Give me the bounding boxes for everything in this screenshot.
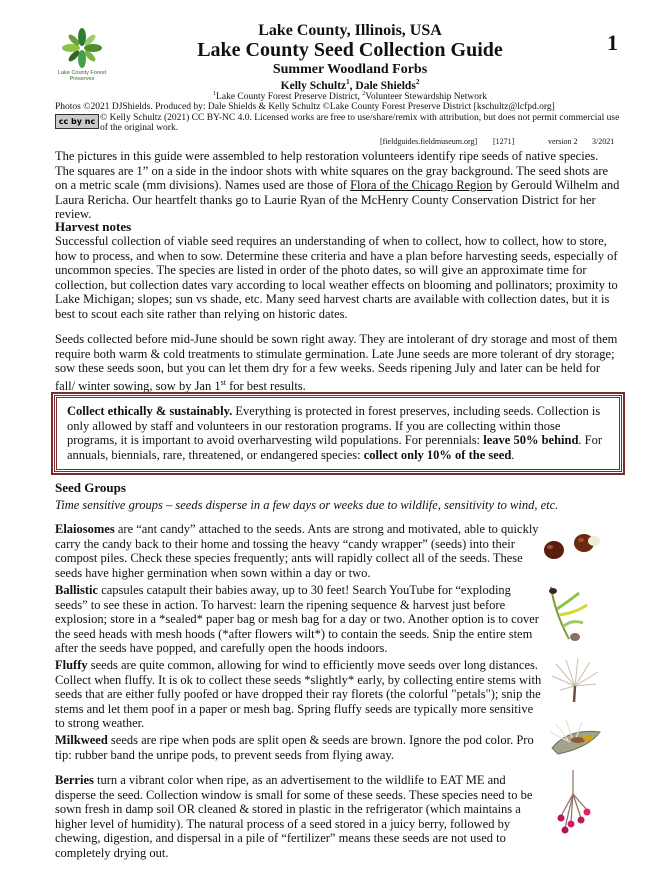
group-name: Elaiosomes [55, 522, 115, 536]
harvest-p2-text: Seeds collected before mid-June should be sown right away. They are intolerant of dry storage and most of them require both warm & cold treatments to stimulate germination. Late June seeds are more tolerant of dry storage; sow these seeds soon, but you can let them dry for a few weeks. Seeds ripening July and later can be held for fall/ winter sowing, sow by Jan 1 [55, 332, 618, 393]
group-ballistic [55, 583, 543, 656]
affil-2-sup: 2 [362, 91, 366, 97]
site-link[interactable]: [fieldguides.fieldmuseum.org] [380, 137, 478, 146]
version: version 2 [548, 137, 578, 146]
group-text: seeds are ripe when pods are split open & seeds are brown. Ignore the pod color. Pro tip: rubber band the unripe pods, to prevent seeds from flying away. [55, 733, 534, 762]
author-1-sup: 1 [346, 78, 350, 86]
group-milkweed [55, 733, 543, 762]
affil-2: Volunteer Stewardship Network [365, 92, 487, 103]
elaiosome-seeds-icon [540, 528, 606, 564]
author-2: , Dale Shields [349, 79, 416, 92]
affil-1-sup: 1 [213, 91, 217, 97]
ethics-text-3: . [511, 447, 515, 462]
authors [150, 78, 550, 92]
intro-text-2: by Gerould Wilhelm and Laura Rericha. Our heartfelt thanks go to Laurie Ryan of the McHenry County Conservation District for her review. [55, 178, 620, 222]
author-1: Kelly Schultz [280, 79, 347, 92]
photo-credits: Photos ©2021 DJShields. Produced by: Dale Shields & Kelly Schultz ©Lake County Forest Preserve District [kschultz@lcfpd.org] [55, 102, 555, 112]
ethics-lead: Collect ethically & sustainably. [67, 404, 233, 418]
page-subtitle: Summer Woodland Forbs [272, 62, 428, 77]
ethics-text-1: Everything is protected in forest preserves, including seeds. Collection is only allowed by staff and volunteers in our restoration programs. If you are collecting within those programs, it is important to avoid overharvesting wild populations. For perennials: [67, 404, 601, 448]
group-name: Fluffy [55, 658, 88, 672]
group-name: Ballistic [55, 583, 99, 597]
location-title: Lake County, Illinois, USA [258, 22, 442, 39]
ethics-bold-2: collect only 10% of the seed [363, 447, 512, 462]
seed-groups-subtitle: Time sensitive groups – seeds disperse in a few days or weeks due to wildlife, sensitivity to wind, etc. [55, 498, 559, 512]
harvest-p2-end: for best results. [225, 378, 306, 393]
ethics-text-2: . For annuals, biennials, rare, threatened, or endangered species: [67, 433, 603, 462]
harvest-paragraph-1: Successful collection of viable seed requires an understanding of when to collect, how to collect, how to store, how to process, and when to sow. Determine these criteria and have a plan before harvesting seeds, especially of uncommon species. The species are listed in order of the photo dates, so will give an approximate time for collection, but collection dates vary according to local weather effects on blooming and pollinators; proximity to Lake Michigan; slopes; sun vs shade, etc. Many seed harvest charts are available with collection dates, but it is best to scout each site rather than relying on historic dates. [55, 234, 618, 321]
harvest-p2-sup: st [220, 377, 226, 387]
license-text: © Kelly Schultz (2021) CC BY-NC 4.0. Licensed works are free to use/share/remix with attribution, but does not permit commercial use of the original work. [100, 113, 620, 133]
version-date: 3/2021 [592, 137, 615, 146]
ethics-text [67, 404, 605, 462]
group-berries [55, 773, 543, 861]
seed-groups-heading: Seed Groups [55, 480, 126, 495]
page-title: Lake County Seed Collection Guide [197, 39, 503, 61]
harvest-heading: Harvest notes [55, 219, 132, 234]
ballistic-pod-icon [545, 583, 595, 645]
group-text: capsules catapult their babies away, up to 30 feet! Search YouTube for “exploding seeds” to see these in action. To harvest: learn the ripening sequence & harvest just before explosion; store in a *sealed* paper bag or mesh bag for a day or two. Another option is to cover the seed heads with mesh hoods (*after flowers wilt*) to contain the seeds. Snip the entire stem after the seeds have popped, and carefully open the hoods indoors. [55, 583, 539, 656]
group-name: Berries [55, 773, 94, 787]
author-2-sup: 2 [415, 78, 420, 86]
flora-link[interactable]: Flora of the Chicago Region [350, 178, 493, 193]
group-text: are “ant candy” attached to the seeds. Ants are strong and motivated, able to quickly carry the candy back to their home and tossing the heavy “candy wrapper” (seeds) into their compost piles. Check these species frequently; ants will rapidly collect all of the seeds. These seeds have higher germination when sown within a day or two. [55, 522, 539, 580]
group-fluffy [55, 658, 543, 731]
group-name: Milkweed [55, 733, 108, 747]
group-elaiosomes [55, 522, 543, 580]
fluffy-seed-icon [548, 656, 603, 706]
red-berries-icon [553, 768, 593, 840]
leaf-logo-icon [60, 28, 104, 72]
guide-id: [1271] [493, 137, 515, 146]
group-text: seeds are quite common, allowing for wind to efficiently move seeds over long distances. Collect when fluffy. It is ok to collect these seeds *slightly* early, by collecting entire stems with seeds that are either fully poofed or have dropped their ray florets (the colorful "petals"); snip the stems and let them poof in a paper or mesh bag. Spring fluffy seeds are typically more sensitive to strong weather. [55, 658, 542, 731]
affil-1: Lake County Forest Preserve District, [216, 92, 363, 103]
intro-text-1: The pictures in this guide were assembled to help restoration volunteers identify ripe seeds of native species. The squares are 1” on a side in the indoor shots with white squares on the gray background. The seed shots are on a metric scale (mm divisions). Names used are those of [55, 149, 609, 193]
ethics-bold-1: leave 50% behind [483, 433, 579, 448]
logo-text: Lake County Forest Preserves [58, 70, 106, 82]
milkweed-pod-icon [548, 718, 608, 760]
group-text: turn a vibrant color when ripe, as an advertisement to the wildlife to EAT ME and disperse the seed. Collection window is small for some of these seeds. These species need to be sown fresh in damp soil OR cleaned & stored in plastic in the refrigerator (which maintains a higher level of humidity). The natural process of a seed stored in a juicy berry, followed by chewing, digestion, and dispersal in a pile of “fertilizer” means these seeds are not used to completely drying out. [55, 773, 533, 860]
page-number: 1 [607, 30, 618, 55]
affiliations [150, 91, 550, 102]
cc-license-badge[interactable]: cc by nc [55, 114, 99, 129]
intro-paragraph [55, 149, 620, 222]
harvest-paragraph-2 [55, 332, 623, 394]
